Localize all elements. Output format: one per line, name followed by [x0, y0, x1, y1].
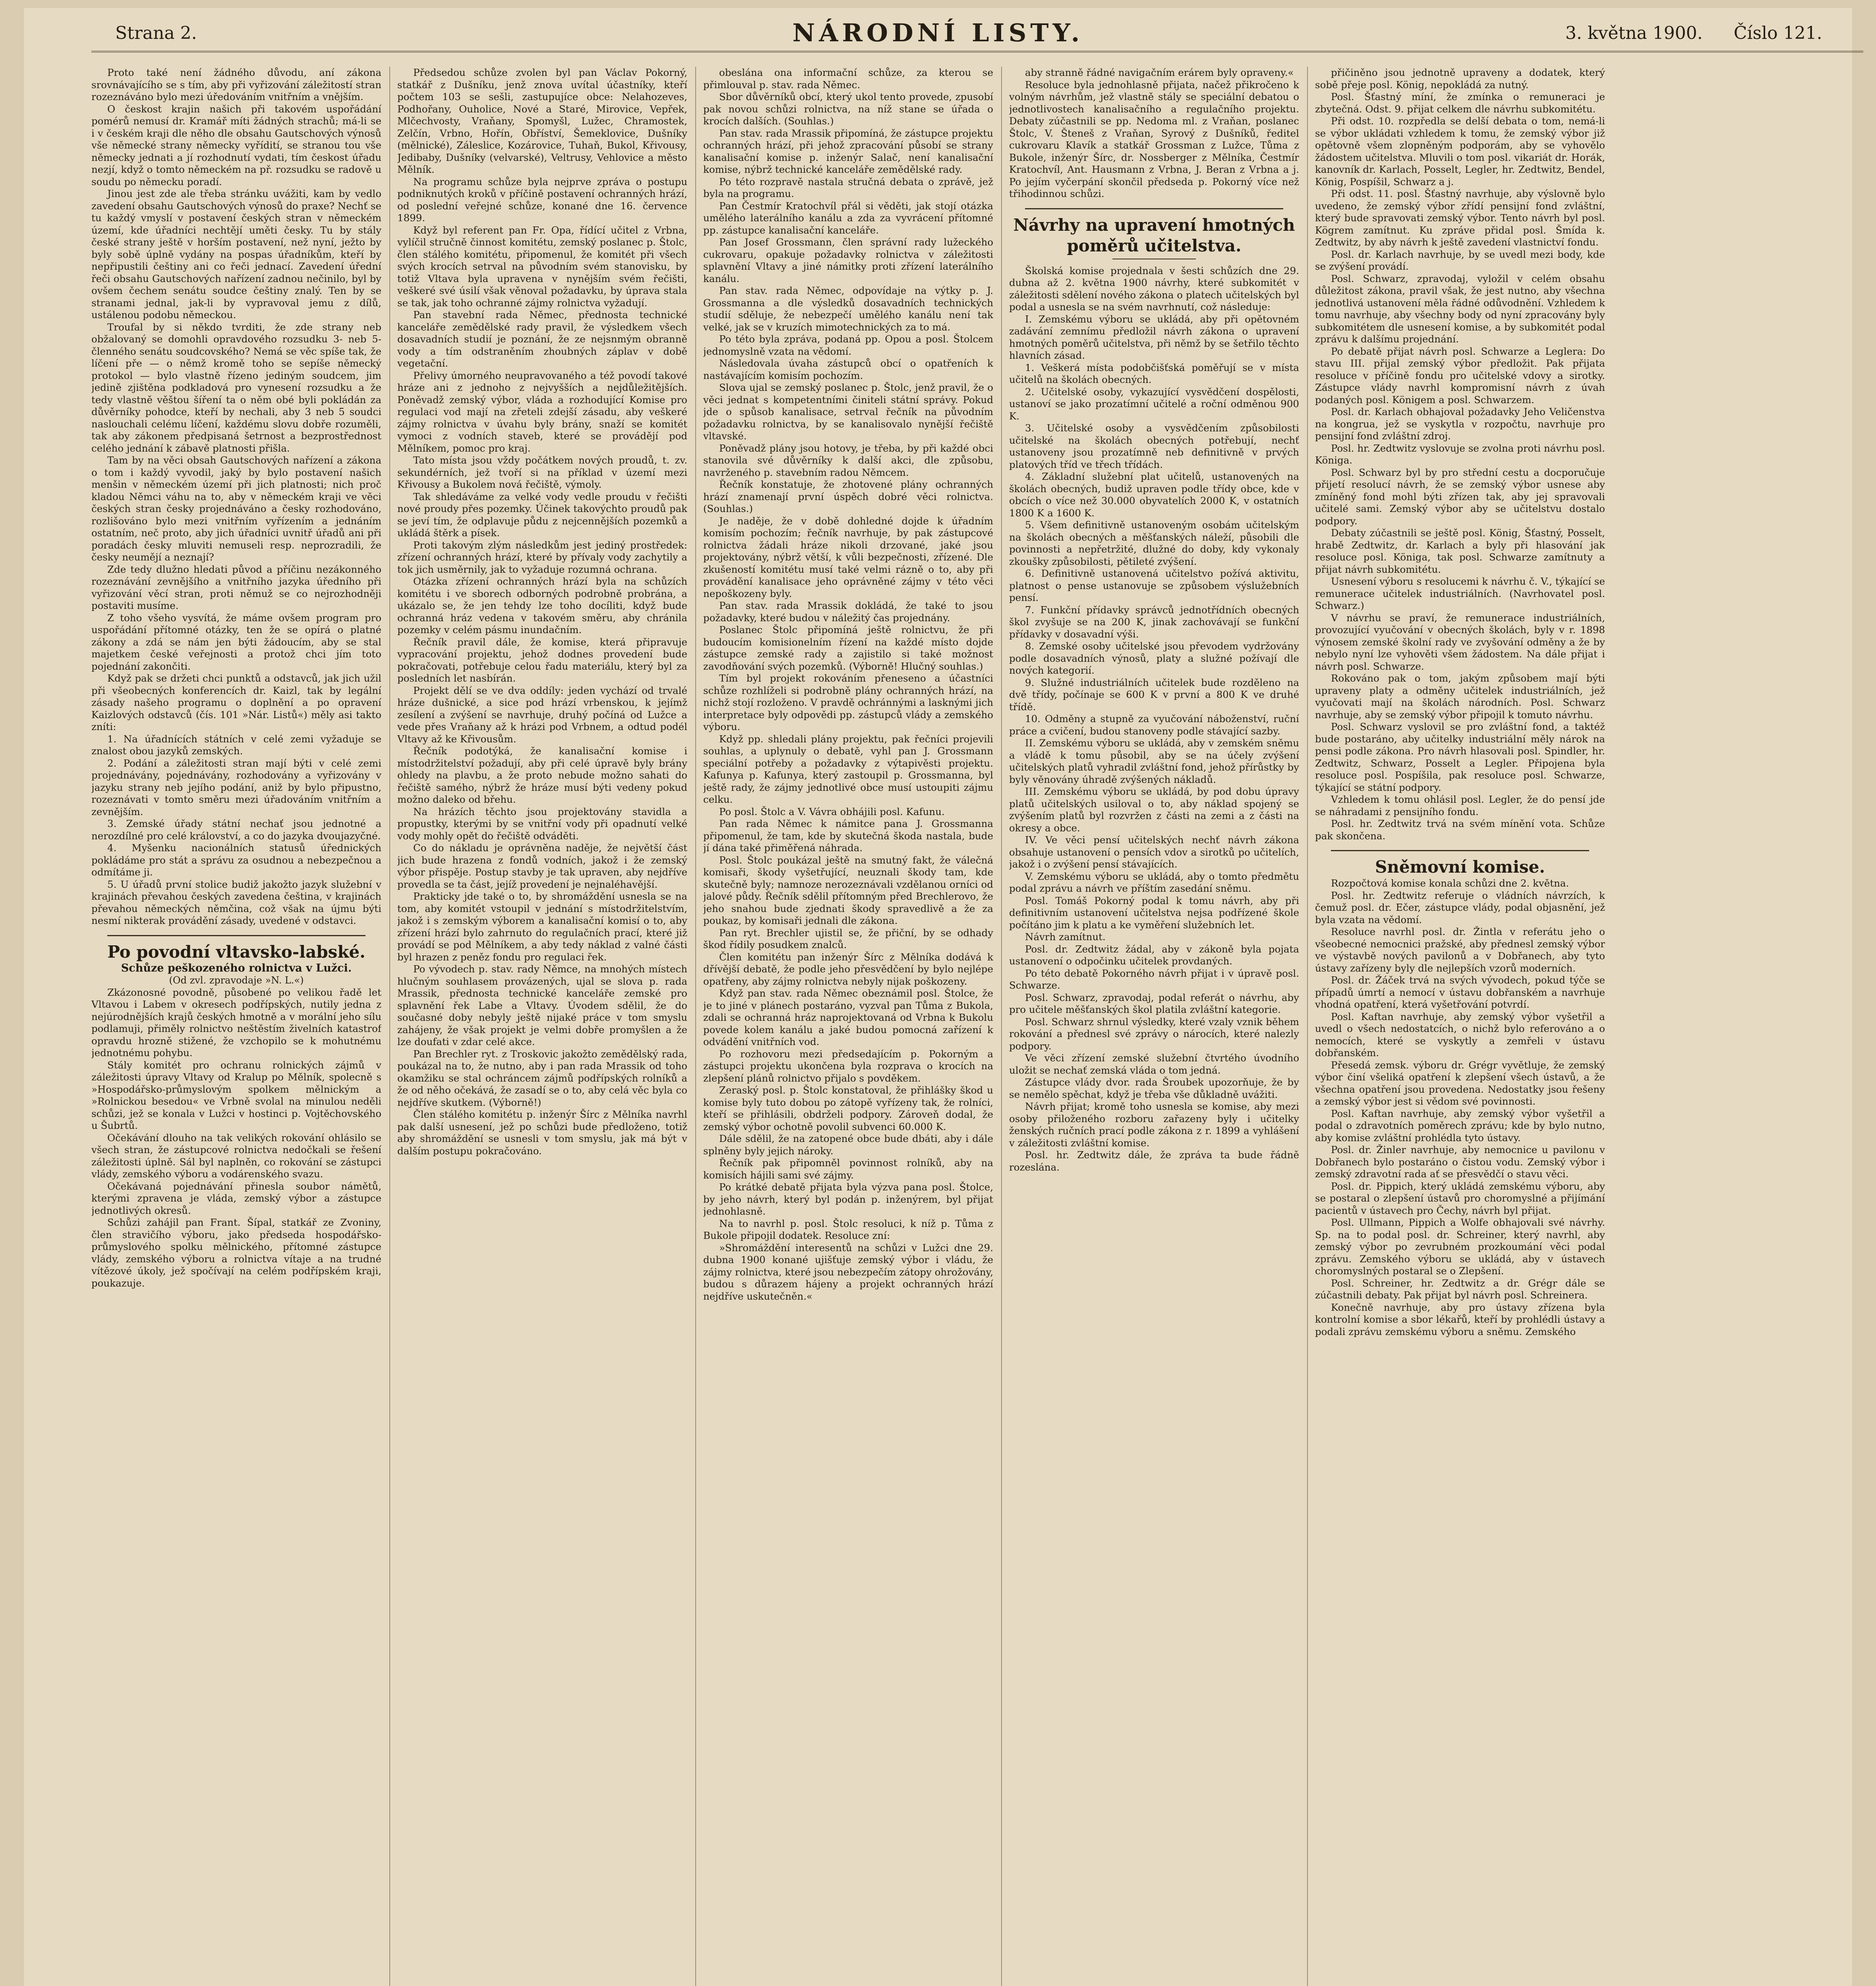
paragraph: Pan stav. rada Mrassik dokládá, že také to jsou požadavky, které budou v náležitý čas projednány. [703, 600, 993, 624]
paragraph: Člen komitétu pan inženýr Šírc z Mělníka dodává k dřívější debatě, že podle jeho přesvědčení by bylo nejlépe opatřeny, aby zájmy rolnictva nebyly nijak poškozeny. [703, 951, 993, 987]
paragraph: Posl. dr. Pippich, který ukládá zemskému výboru, aby se postaral o zlepšení ústavů pro choromyslné a přijímání pacientů v ústavech pro Čechy, návrh byl přijat. [1315, 1180, 1605, 1216]
paragraph: Školská komise projednala v šesti schůzích dne 29. dubna až 2. května 1900 návrhy, které subkomitét v záležitosti sdělení nového zákona o platech učitelských byl podal a usnesla se na svém navrhnutí, což následuje: [1009, 265, 1299, 313]
paragraph: Proti takovým zlým následkům jest jediný prostředek: zřízení ochranných hrází, které by přívaly vody zachytily a tok jich usměrnily, jak to vyžaduje rozumná ochrana. [397, 539, 687, 575]
paragraph: Projekt dělí se ve dva oddíly: jeden vychází od trvalé hráze dušnické, a sice pod hrází vrbenskou, k jejímž zesílení a zvýšení se navrhuje, druhý počíná od Lužce a vede přes Vraňany až k hrázi pod Vrbnem, a odtud podél Vltavy až ke Křivousům. [397, 684, 687, 745]
issue-date: 3. května 1900. [1565, 23, 1703, 43]
paragraph: Po této debatě Pokorného návrh přijat i v úpravě posl. Schwarze. [1009, 967, 1299, 991]
paragraph: Je naděje, že v době dohledné dojde k úřadním komisím pochozím; řečník navrhuje, by pak zástupcové rolnictva žádali hráze nikoli drzované, jaké jsou projektovány, nýbrž větší, k vůli bezpečnosti, zřízené. Dle zkušeností komitétu musí také velmi rázně o to, aby při provádění kanalisace jeho oprávněné zájmy v této věci nepoškozeny byly. [703, 515, 993, 599]
paragraph: Návrh přijat; kromě toho usnesla se komise, aby mezi osoby přiloženého rozboru zařazeny byly i učitelky ženských ručních prací podle zákona z r. 1899 a vyhlášení v záležitosti zvláštní komise. [1009, 1101, 1299, 1149]
column-rule [389, 67, 390, 1986]
paragraph: Posl. dr. Zedtwitz žádal, aby v zákoně byla pojata ustanovení o odpočinku učitelek provdaných. [1009, 943, 1299, 967]
paragraph: 5. U úřadů první stolice budiž jakožto jazyk služební v krajinách převahou českých zavedena čeština, v krajinách převahou německých němčina, což však na újmu býti nesmí nikterak provádění zásady, uvedené v odstavci. [91, 878, 381, 926]
paragraph: Posl. Ullmann, Pippich a Wolfe obhajovali své návrhy. Sp. na to podal posl. dr. Schreiner, který navrhl, aby zemský výbor po zevrubném prozkoumání věci podal zprávu. Zemského výboru se ukládá, aby v ústavech choromyslných postaral se o Zlepšení. [1315, 1217, 1605, 1277]
paragraph: Řečník pravil dále, že komise, která připravuje vypracování projektu, jehož dodnes provedení bude pokračovati, potřebuje celou řadu materiálu, který byl za posledních let nasbírán. [397, 636, 687, 684]
article-headline: Sněmovní komise. [1375, 857, 1545, 877]
column-3 [703, 67, 993, 1986]
paragraph: Posl. dr. Žáček trvá na svých vývodech, pokud týče se případů úmrtí a nemocí v ústavu dobřanském a navrhuje vhodná opatření, která vyšetřování potvrdí. [1315, 974, 1605, 1010]
paragraph: Když pan stav. rada Němec obeznámil posl. Štolce, že je to jiné v plánech postaráno, vyzval pan Tůma z Bukola, zdali se ochranná hráz naprojektovaná od Vrbna k Bukolu povede kolem kanálu a jaké budou pomocná zařízení k odvádění vnitřních vod. [703, 987, 993, 1047]
paragraph: Řečník konstatuje, že zhotovené plány ochranných hrází znamenají první úspěch dobré věci rolnictva. (Souhlas.) [703, 479, 993, 514]
paragraph: Slova ujal se zemský poslanec p. Štolc, jenž pravil, že o věci jednat s kompetentními činiteli státní správy. Pokud jde o spůsob kanalisace, setrval řečník na původním požadavku rolnictva, by se kanalisovalo nynější řečiště vltavské. [703, 382, 993, 442]
paragraph: Posl. Schwarz, zpravodaj, podal referát o návrhu, aby pro učitele měšťanských škol platila zvláštní kategorie. [1009, 991, 1299, 1015]
paragraph: Dále sdělil, že na zatopené obce bude dbáti, aby i dále splněny byly jejich nároky. [703, 1133, 993, 1157]
paragraph: V návrhu se praví, že remunerace industriálních, provozující vyučování v obecných školách, byly v r. 1898 výnosem zemské školní rady ve zvyšování odměny a že by nebylo nyní lze vyhověti všem žádostem. Na dále přijat i návrh posl. Schwarze. [1315, 612, 1605, 672]
paragraph: 10. Odměny a stupně za vyučování náboženství, ruční práce a cvičení, budou stanoveny podle stávající sazby. [1009, 713, 1299, 737]
paragraph: Otázka zřízení ochranných hrází byla na schůzích komitétu i ve sborech odborných podrobně probrána, a ukázalo se, že jen tehdy lze toho docíliti, když bude ochranná hráz vedena v takovém směru, aby chránila pozemky v celém pásmu inundačním. [397, 576, 687, 636]
paragraph: Pan Josef Grossmann, člen správní rady lužeckého cukrovaru, opakuje požadavky rolnictva v záležitosti splavnění Vltavy a jiné námitky proti zřízení laterálního kanálu. [703, 236, 993, 284]
paragraph: Člen stálého komitétu p. inženýr Šírc z Mělníka navrhl pak další usnesení, jež po schůzi bude předloženo, totiž aby shromáždění se usnesli v tom smyslu, jak má být v dalším postupu pokračováno. [397, 1109, 687, 1157]
paragraph: Posl. hr. Zedtwitz vyslovuje se zvolna proti návrhu posl. Königa. [1315, 442, 1605, 466]
paragraph: Zde tedy dlužno hledati původ a příčinu nezákonného rozeznávání zevnějšího a vnitřního jazyka úředního při vyřizování věcí stran, proti němuž se co nejrozhodněji postaviti musíme. [91, 563, 381, 611]
paragraph: Zeraský posl. p. Štolc konstatoval, že přihlášky škod u komise byly tuto dobou po zátopě vyřízeny tak, že rolníci, kteří se přihlásili, obdrželi podpory. Zároveň dodal, že zemský výbor ochotně povolil subvenci 60.000 K. [703, 1084, 993, 1132]
paragraph: Zkázonosné povodně, působené po velikou řadě let Vltavou i Labem v okresech podřípských, nutily jedna z nejúrodnějších krajů českých hmotně a v morální jeho sílu podlamuji, přiměly rolnictvo neštěstím živelních katastrof opravdu hrozně stižené, že vzchopilo se k mohutnému jednotnému pohybu. [91, 986, 381, 1059]
paragraph: V. Zemskému výboru se ukládá, aby o tomto předmětu podal zprávu a návrh ve příštím zasedání sněmu. [1009, 870, 1299, 894]
paragraph: Na programu schůze byla nejprve zpráva o postupu podniknutých kroků v příčině postavení ochranných hrází, od poslední veřejné schůze, konané dne 16. července 1899. [397, 176, 687, 224]
column-rule [695, 67, 696, 1986]
paragraph: Pan Čestmír Kratochvíl přál si věděti, jak stojí otázka umělého laterálního kanálu a zda za vyvrácení přítomné pp. zástupce kanalisační kanceláře. [703, 200, 993, 236]
paragraph: Tato místa jsou vždy počátkem nových proudů, t. zv. sekundérních, jež tvoří si na příklad v území mezi Křivousy a Bukolem nová řečiště, výmoly. [397, 454, 687, 490]
paragraph: Posl. dr. Karlach navrhuje, by se uvedl mezi body, kde se zvýšení provádí. [1315, 248, 1605, 272]
column-rule [1001, 67, 1002, 1986]
paragraph: 3. Učitelské osoby a vysvědčením způsobilosti učitelské na školách obecných potřebují, nechť ustanoveny jsou prozatímně neb definitivně v prvých platových tříd ve třech třídách. [1009, 422, 1299, 470]
paragraph: Resoluce byla jednohlasně přijata, načež přikročeno k volným návrhům, jež vlastně stály se speciální debatou o jednotlivostech kanalisačního a regulačního projektu. Debaty zúčastnili se pp. Nedoma ml. z Vraňan, poslanec Štolc, V. Šteneš z Vraňan, Syrový z Dušníků, ředitel cukrovaru Klavík a statkář Grossman z Lužce, Tůma z Bukole, inženýr Šírc, dr. Nossberger z Mělníka, Čestmír Kratochvíl, Ant. Hausmann z Vrbna, J. Beran z Vrbna a j. Po jejím vyčerpání skončil předseda p. Pokorný více než třihodinnou schůzi. [1009, 79, 1299, 199]
paragraph: obeslána ona informační schůze, za kterou se přimlouval p. stav. rada Němec. [703, 67, 993, 91]
paragraph: Posl. dr. Karlach obhajoval požadavky Jeho Veličenstva na kongrua, jež se vyskytla v rozpočtu, navrhuje pro pensijní fond zvláštní zdroj. [1315, 406, 1605, 442]
paragraph: Co do nákladu je oprávněna naděje, že největší část jich bude hrazena z fondů vodních, jakož i že zemský výbor přispěje. Postup stavby je tak upraven, aby nejdříve provedla se ta část, jejíž provedení je nejnaléhavější. [397, 842, 687, 890]
paragraph: Posl. hr. Zedtwitz referuje o vládních návrzích, k čemuž posl. dr. Ečer, zástupce vlády, podal objasnění, jež byla vzata na vědomí. [1315, 889, 1605, 925]
paragraph: Očekávaná pojednávání přinesla soubor námětů, kterými zpravena je vláda, zemský výbor a zástupce jednotlivých okresů. [91, 1180, 381, 1216]
column-5 [1315, 67, 1605, 1986]
section-divider [1025, 208, 1283, 209]
paragraph: Posl. Kaftan navrhuje, aby zemský výbor vyšetřil a uvedl o všech nedostatcích, o nichž bylo referováno a o nemocích, které se vyskytly a zemřeli v ústavu dobřanském. [1315, 1010, 1605, 1059]
paragraph: Posl. Kaftan navrhuje, aby zemský výbor vyšetřil a podal o zdravotních poměrech zprávu; kde by bylo nutno, aby komise zvláštní prohlédla tyto ústavy. [1315, 1107, 1605, 1144]
masthead [24, 8, 1852, 52]
article-subheadline: Schůze peškozeného rolnictva v Lužci. [121, 962, 352, 974]
paragraph: Když byl referent pan Fr. Opa, řídící učitel z Vrbna, vylíčil stručně činnost komitétu, zemský poslanec p. Štolc, člen stálého komitétu, připomenul, že komitét při všech svých krocích setrval na původním svém stanovisku, by totiž Vltava byla upravena v nynějším svém řečišti, veškeré své úsilí však věnoval požadavku, by úprava stala se tak, jak toho ochranné zájmy rolnictva vyžadují. [397, 224, 687, 309]
paragraph: I. Zemskému výboru se ukládá, aby při opětovném zadávání zemnímu předložil návrh zákona o upravení hmotných poměrů učitelstva, při němž by se šetřilo těchto hlavních zásad. [1009, 313, 1299, 361]
paragraph: Poslanec Štolc připomíná ještě rolnictvu, že při budoucím komisionelním řízení na každé místo dojde zástupce zemské rady a zajistilo si také možnost zavodňování svých pozemků. (Výborně! Hlučný souhlas.) [703, 624, 993, 672]
paragraph: 2. Podání a záležitosti stran mají býti v celé zemi projednávány, pojednávány, rozhodovány a vyřizovány v jazyku strany neb jejího podání, aniž by bylo připustno, rozeznávati v tomto směru mezi úřadováním vnitřním a zevnějším. [91, 757, 381, 817]
paragraph: 1. Na úřadnících státních v celé zemi vyžaduje se znalost obou jazyků zemských. [91, 733, 381, 757]
paragraph: Tam by na věci obsah Gautschových nařízení a zákona o tom i každý vyvodil, jaký by bylo postavení našich menšin v německém území při jich platnosti; nich proč kladou Němci váhu na to, aby v německém kraji ve věci českých stran česky projednáváno a česky rozhodováno, rozlišováno bylo mezi vnitřním vyřízením a jednáním ostatním, neč proto, aby jich úřadníci uvnitř úřadů ani při poradách česky mluviti nemuseli resp. neprozradili, že česky neumějí a neznají? [91, 454, 381, 563]
paragraph: Po posl. Štolc a V. Vávra obhájili posl. Kafunu. [719, 806, 945, 817]
paragraph: Po této byla zpráva, podaná pp. Opou a posl. Štolcem jednomyslně vzata na vědomí. [703, 333, 993, 357]
paragraph: Návrh zamítnut. [1025, 931, 1106, 943]
section-divider [1331, 850, 1589, 851]
paragraph: Očekávání dlouho na tak velikých rokování ohlásilo se všech stran, že zástupcové rolnictva nedočkali se řešení záležitosti úplně. Sál byl naplněn, co rokování se zástupci vlády, zemského výboru a vodárenského svazu. [91, 1132, 381, 1180]
paragraph: Po rozhovoru mezi předsedajícím p. Pokorným a zástupci projektu ukončena byla rozprava o krocích na zlepšení plánů rolnictvo přijalo s povděkem. [703, 1048, 993, 1084]
paragraph: Troufal by si někdo tvrditi, že zde strany neb obžalovaný se domohli opravdového rozsudku 3- neb 5-členného senátu soudcovského? Nemá se věc spíše tak, že líčení pře — o němž kromě toho se sepíše německý protokol — bylo vlastně řízeno jediným soudcem, jim jedině zjištěna podkladová pro vynesení rozsudku a že tedy vlastně věštou šíření ta o něm obé byli pokládán za důvěrníky pohodce, kteří by nechali, aby 3 neb 5 soudci naslouchali celému líčení, každému slovu dobře rozuměli, tak aby zákonem předpisaná šetrnost a bezprostřednost celého jednání k zábavě platnosti přišla. [91, 321, 381, 454]
paragraph: 9. Služné industriálních učitelek bude rozděleno na dvě třídy, počínaje se 600 K v první a 800 K ve druhé třídě. [1009, 676, 1299, 713]
paragraph: Řečník podotýká, že kanalisační komise i místodržitelství požadují, aby při celé úpravě byly brány ohledy na plavbu, a že proto nebude možno sahati do řečiště samého, nýbrž že hráze musí býti vedeny pokud možno daleko od břehu. [397, 745, 687, 805]
paragraph: Posl. dr. Žinler navrhuje, aby nemocnice u pavilonu v Dobřanech bylo postaráno o čistou vodu. Zemský výbor i zemský zdravotní rada ať se přesvědčí o stavu věci. [1315, 1144, 1605, 1180]
column-2 [397, 67, 687, 1986]
article-headline: Po povodní vltavsko-labské. [107, 942, 366, 962]
paragraph: »Shromáždění interesentů na schůzi v Lužci dne 29. dubna 1900 konané ujišťuje zemský výbor i vládu, že zájmy rolnictva, které jsou nebezpečím zátopy ohrožovány, budou s důrazem hájeny a projekt ochranných hrází nejdříve uskutečněn.« [703, 1242, 993, 1302]
issue-number: Číslo 121. [1733, 23, 1822, 43]
paragraph: Když pak se držeti chci punktů a odstavců, jak jich užil při všeobecných konferencích dr. Kaizl, tak by legální zásady našeho programu o doplnění a po opravení Kaizlových odstavců (čís. 101 »Nár. Listů«) měly asi takto zníti: [91, 672, 381, 732]
masthead-rule [91, 51, 1863, 52]
paragraph: Zástupce vlády dvor. rada Šroubek upozorňuje, že by se nemělo spěchat, když je třeba vše důkladně uvážiti. [1009, 1076, 1299, 1100]
newspaper-page [24, 8, 1852, 1986]
newspaper-title: NÁRODNÍ LISTY. [792, 18, 1084, 47]
paragraph: Přesedá zemsk. výboru dr. Grégr vyvětluje, že zemský výbor činí všeliká opatření k zlepšení všech ústavů, a že všechna opatření jsou provedena. Nedostatky jsou řešeny a zemský výbor jest si vědom své povinnosti. [1315, 1059, 1605, 1107]
paragraph: Po krátké debatě přijata byla výzva pana posl. Štolce, by jeho návrh, který byl podán p. inženýrem, byl přijat jednohlasně. [703, 1181, 993, 1217]
paragraph: Po debatě přijat návrh posl. Schwarze a Leglera: Do stavu III. přijal zemský výbor předložit. Pak přijata resoluce v příčině fondu pro učitelské vdovy a sirotky. Zástupce vlády navrhl kompromisní návrh z úvah podaných posl. Königem a posl. Schwarzem. [1315, 345, 1605, 406]
paragraph: III. Zemskému výboru se ukládá, by pod dobu úpravy platů učitelských usiloval o to, aby náklad spojený se zvýšením platů byl rozvržen z části na zemi a z části na okresy a obce. [1009, 786, 1299, 834]
paragraph: Na hrázích těchto jsou projektovány stavidla a propustky, kterými by se vnitřní vody při opadnutí velké vody mohly opět do řečiště odváděti. [397, 806, 687, 842]
paragraph: Posl. Schwarz vyslovil se pro zvláštní fond, a taktéž bude postaráno, aby učitelky industriální měly nárok na pensi podle zákona. Pro návrh hlasovali posl. Spindler, hr. Zedtwitz, Schwarz, Posselt a Legler. Připojena byla resoluce posl. Pospíšila, pak resoluce posl. Schwarze, týkající se státní podpory. [1315, 721, 1605, 793]
paragraph: Posl. hr. Zedtwitz dále, že zpráva ta bude řádně rozeslána. [1009, 1149, 1299, 1173]
paragraph: Posl. Šťastný míní, že zmínka o remuneraci je zbytečná. Odst. 9. přijat celkem dle návrhu subkomitétu. [1315, 91, 1605, 115]
paragraph: Přelivy úmorného neupravovaného a též povodí takové hráze ani z jednoho z nejvyšších a nejdůležitějších. Poněvadž zemský výbor, vláda a rozhodující Komise pro regulaci vod mají na zřeteli zdejší zásadu, aby veškeré zájmy rolnictva v úvahu byly brány, snaží se komitét vymoci z vodních staveb, které se provádějí pod Mělníkem, pomoc pro kraj. [397, 369, 687, 454]
paragraph: Na to navrhl p. posl. Štolc resoluci, k níž p. Tůma z Bukole připojil dodatek. Resoluce zní: [703, 1217, 993, 1241]
paragraph: Posl. Štolc poukázal ještě na smutný fakt, že válečná komisaři, škody vyšetřující, neuznali škody tam, kde skutečně byly; namnoze nerozeznávali vzdělanou orníci od jalové půdy. Řečník sdělil přítomným před Brechlerovo, že jeho snahou bude zjednati škody spravedlivě a že za poukaz, by komisaři jednali dle zákona. [703, 854, 993, 926]
paragraph: Poněvadž plány jsou hotovy, je třeba, by při každé obci stanovila své důvěrníky k další akci, dle způsobu, navrženého p. stavebním radou Němcem. [703, 442, 993, 478]
paragraph: Předsedou schůze zvolen byl pan Václav Pokorný, statkář z Dušníku, jenž znova uvítal účastníky, kteří počtem 103 se sešli, zastupujíce obce: Nelahozeves, Podhořany, Ouholice, Nové a Staré, Mirovice, Vepřek, Mlčechvosty, Vraňany, Spomyšl, Lužec, Chramostek, Zelčín, Vrbno, Hořín, Obříství, Šemeklovice, Dušníky (mělnické), Záleslice, Kozárovice, Tuhaň, Bukol, Křivousy, Jedibaby, Dušníky (velvarské), Veltrusy, Vehlovice a město Mělník. [397, 67, 687, 175]
paragraph: Posl. Schreiner, hr. Zedtwitz a dr. Grégr dále se zúčastnili debaty. Pak přijat byl návrh posl. Schreinera. [1315, 1277, 1605, 1301]
paragraph: Usnesení výboru s resolucemi k návrhu č. V., týkající se remunerace učitelek industriálních. (Navrhovatel posl. Schwarz.) [1315, 576, 1605, 611]
article-byline: (Od zvl. zpravodaje »N. L.«) [169, 975, 304, 986]
paragraph: 1. Veškerá místa podobčišťská poměřují se v místa učitelů na školách obecných. [1009, 361, 1299, 385]
paragraph: Resoluce navrhl posl. dr. Žintla v referátu jeho o všeobecné nemocnici pražské, aby přednesl zemský výbor ve výstavbě nových pavilonů a v Dobřanech, aby tyto ústavy zařízeny byly dle nejlepších vzorů moderních. [1315, 926, 1605, 974]
paragraph: Pan rada Němec k námitce pana J. Grossmanna připomenul, že tam, kde by skutečná škoda nastala, bude jí dána také přiměřená náhrada. [703, 818, 993, 854]
paragraph: Pan Brechler ryt. z Troskovic jakožto zemědělský rada, poukázal na to, že nutno, aby i pan rada Mrassik od toho okamžiku se stal ochráncem zájmů podřípských rolníků a že od něho očekává, že zasadí se o to, aby celá věc byla co nejdříve skutkem. (Výborně!) [397, 1048, 687, 1108]
column-1 [91, 67, 381, 1986]
paragraph: Konečně navrhuje, aby pro ústavy zřízena byla kontrolní komise a sbor lékařů, kteří by prohlédli ústavy a podali zprávu zemskému výboru a sněmu. Zemského [1315, 1301, 1605, 1337]
section-divider [107, 935, 366, 936]
paragraph: Z toho všeho vysvítá, že máme ovšem program pro uspořádání přítomné otázky, ten že se opírá o platné zákony a zdá se nám jen býti žádoucím, aby se stal majetkem české veřejnosti a protož chci jím toto pojednání zakončiti. [91, 612, 381, 672]
paragraph: Posl. Tomáš Pokorný podal k tomu návrh, aby při definitivním ustanovení učitelstva nejsa podřízené škole počítáno jim k platu a ke vyměření služebních let. [1009, 894, 1299, 931]
paragraph: Po vývodech p. stav. rady Němce, na mnohých místech hlučným souhlasem provázených, ujal se slova p. rada Mrassik, přednosta technické kanceláře zemské pro splavnění řek Labe a Vltavy. Úvodem sdělil, že do současné doby nebyly ještě nijaké práce v tom smyslu zahájeny, že však projekt je velmi dobře promyšlen a že lze doufati v zdar celé akce. [397, 963, 687, 1047]
page-number: Strana 2. [115, 23, 197, 43]
column-4 [1009, 67, 1299, 1986]
paragraph: Pan stav. rada Němec, odpovídaje na výtky p. J. Grossmanna a dle výsledků dosavadních technických studií sděluje, že nebezpečí umělého kanálu není tak velké, jak se v kruzích mimotechnických za to má. [703, 285, 993, 333]
paragraph: Ve věci zřízení zemské služební čtvrtého úvodního uložit se nechať zemská vláda o tom jedná. [1009, 1052, 1299, 1076]
paragraph: Schůzi zahájil pan Frant. Šípal, statkář ze Zvoniny, člen stravičího výboru, jako předseda hospodářsko-průmyslového spolku mělnického, přítomné zástupce vlády, zemského výboru a rolnictva vítaje a na trudné vítězové úkoly, jež spočívají na celém podřípském kraji, poukazuje. [91, 1217, 381, 1289]
paragraph: Proto také není žádného důvodu, aní zákona srovnávajícího se s tím, aby při vyřizování záležitostí stran rozeznáváno bylo mezi úředováním vnitřním a vnějším. [91, 67, 381, 102]
paragraph: Pan stav. rada Mrassik připomíná, že zástupce projektu ochranných hrází, při jehož zpracování působí se strany kanalisační komise p. inženýr Salač, není kanalisační komise, nýbrž technické kanceláře zemědělské rady. [703, 127, 993, 175]
paragraph: Rozpočtová komise konala schůzi dne 2. května. [1331, 877, 1569, 889]
paragraph: Rokováno pak o tom, jakým způsobem mají býti upraveny platy a odměny učitelek industriálních, jež vyučovati mají na školách národních. Posl. Schwarz navrhuje, aby se zemský výbor připojil k tomuto návrhu. [1315, 672, 1605, 721]
paragraph: Při odst. 10. rozpředla se delší debata o tom, nemá-li se výbor ukládati vzhledem k tomu, že zemský výbor již opětovně všem zlopněným podporám, aby se vyhovělo žádostem učitelstva. Mluvili o tom posl. vikariát dr. Horák, kanovník dr. Karlach, Posselt, Legler, hr. Zedtwitz, Bendel, König, Pospíšil, Schwarz a j. [1315, 115, 1605, 187]
paragraph: Následovala úvaha zástupců obcí o opatřeních k nastávajícím komisím pochozím. [703, 357, 993, 381]
paragraph: Jinou jest zde ale třeba stránku uvážiti, kam by vedlo zavedení obsahu Gautschových výnosů do praxe? Nechť se tu každý vmyslí v postavení českých stran v německém území, kde úřadníci nechtějí uměti česky. Tu by stály české strany ještě v horším postavení, než nyní, ježto by byly sobě úplně vydány na pospas úřadníkům, kteří by nepřipustili češtiny ani co řeči jednací. Zavedení úřední řeči obsahu Gautschových nařízení zadnou nečinilo, byl by ovšem čechem senátu soudce češtiny znalý. Ten by se stranami jednal, jak-li by vypravoval jemu z dílů, ustálenou podobu německou. [91, 188, 381, 321]
paragraph: aby stranně řádné navigačním erárem byly opraveny.« [1025, 67, 1294, 78]
paragraph: 4. Myšenku nacionálních statusů úřednických pokládáme pro stát a správu za osudnou a nebezpečnou a odmítáme ji. [91, 842, 381, 878]
issue-date-and-number [1565, 23, 1822, 43]
paragraph: Když pp. shledali plány projektu, pak řečníci projevili souhlas, a uplynuly o debatě, vyhl pan J. Grossmann speciální potřeby a požadavky z výtapivěsti projektu. Kafunya p. Kafunya, který zastoupil p. Grossmanna, byl ještě rady, že zájmy jednotlivé obce musí ustoupiti zájmu celku. [703, 733, 993, 805]
paragraph: Pan stavební rada Němec, přednosta technické kanceláře zemědělské rady pravil, že výsledkem všech dosavadních studií je poznání, že ze nejsnmým obranně vody a tím odstraněním zhoubných záplav v době vegetační. [397, 309, 687, 369]
paragraph: Posl. hr. Zedtwitz trvá na svém mínění vota. Schůze pak skončena. [1315, 818, 1605, 842]
paragraph: Tím byl projekt rokováním přeneseno a účastníci schůze rozhlíželi si podrobně plány ochranných hrází, na nichž stojí rozloženo. V pravdě ochránnými a lasknými jich interpretace byly odpovědi pp. zástupců vlády a zemského výboru. [703, 672, 993, 732]
paragraph: O českost krajin našich při takovém uspořádání pomérů nemusí dr. Kramář míti žádných strachů; má-li se i v českém kraji dle něho dle obsahu Gautschových výnosů vše německé strany německy vyřídití, se stranou tou vše německy jednati a jí rozhodnutí vydati, tím českost úřadu nezjí, když o tomto německém na př. rozsudku se radově u soudu po německu poradí. [91, 103, 381, 187]
paragraph: Vzhledem k tomu ohlásil posl. Legler, že do pensí jde se náhradami z pensijního fondu. [1315, 794, 1605, 817]
paragraph: Posl. Schwarz, zpravodaj, vyložil v celém obsahu důležitost zákona, pravil však, že jest nutno, aby všechna jednotlivá ustanovení měla řádné odůvodnění. Vzhledem k tomu navrhuje, aby všechny body od nyní zpracovány byly subkomitétem dle usnesení komise, a by subkomitét podal zprávu k dalšímu projednání. [1315, 272, 1605, 345]
paragraph: 2. Učitelské osoby, vykazující vysvědčení dospělosti, ustanoví se jako prozatímní učitelé a roční odměnou 900 K. [1009, 386, 1299, 422]
paragraph: IV. Ve věci pensí učitelských nechť návrh zákona obsahuje ustanovení o pensích vdov a sirotků po učitelích, jakož i o zvýšení pensí stávajících. [1009, 834, 1299, 870]
article-headline: Návrhy na upravení hmotných poměrů učitelstva. [1013, 215, 1295, 255]
paragraph: Řečník pak připomněl povinnost rolníků, aby na komisích hájili sami své zájmy. [703, 1157, 993, 1181]
paragraph: 7. Funkční přídavky správců jednotřídních obecných škol zvyšuje se na 200 K, jinak zachovávají se funkční přídavky v dosavadní výši. [1009, 604, 1299, 640]
paragraph: 5. Všem definitivně ustanoveným osobám učitelským na školách obecných a měšťanských náleží, působili dle povinnosti a nepřetržité, dlužné do doby, kdy vykonaly zkoušky způsobilosti, pětileté zvýšení. [1009, 519, 1299, 567]
paragraph: Po této rozpravě nastala stručná debata o zprávě, jež byla na programu. [703, 176, 993, 199]
paragraph: Pan ryt. Brechler ujistil se, že přiční, by se odhady škod řídily posudkem znalců. [703, 927, 993, 950]
paragraph: Stály komitét pro ochranu rolnických zájmů v záležitosti úpravy Vltavy od Kralup po Mělník, spolecně s »Hospodářsko-průmyslovým spolkem mělnickým a »Rolnickou besedou« ve Vrbně svolal na minulou neděli schůzi, jež se konala v Lužci v hostinci p. Vojtěchovského u Šubrtů. [91, 1059, 381, 1131]
paragraph: Debaty zúčastnili se ještě posl. König, Šťastný, Posselt, hrabě Zedtwitz, dr. Karlach a byly při hlasování jak resoluce posl. Königa, tak posl. Schwarze zamítnuty a přijat návrh subkomitétu. [1315, 527, 1605, 575]
paragraph: 3. Zemské úřady státní nechať jsou jednotné a nerozdílné pro celé království, a co do jazyka dvoujazyčné. [91, 818, 381, 842]
paragraph: Posl. Schwarz byl by pro střední cestu a docporučuje přijetí resolucí návrh, že se zemský výbor usnese aby zmíněný fond mohl býti zřízen tak, aby jej spravovali učitelé sami. Zemský výbor aby se učitelstvu dostalo podpory. [1315, 466, 1605, 527]
paragraph: Posl. Schwarz shrnul výsledky, které vzaly vznik během rokování a přednesl své zprávy o nárocích, které nalezly podpory. [1009, 1016, 1299, 1052]
paragraph: přičiněno jsou jednotně upraveny a dodatek, který sobě přeje posl. König, nepokládá za nutný. [1315, 67, 1605, 91]
paragraph: Sbor důvěrníků obcí, který ukol tento provede, zpusobí pak novou schůzi rolnictva, na níž stane se úřada o krocích dalších. (Souhlas.) [703, 91, 993, 127]
paragraph: Při odst. 11. posl. Šťastný navrhuje, aby výslovně bylo uvedeno, že zemský výbor zřídí pensijní fond zvláštní, který bude spravovati zemský výbor. Tento návrh byl posl. Kögrem zamítnut. Ku zpráve přidal posl. Šmída k. Zedtwitz, by aby návrh k ještě zavedení vlastnictví fondu. [1315, 188, 1605, 248]
paragraph: Tak shledáváme za velké vody vedle proudu v řečišti nové proudy přes pozemky. Účinek takovýchto proudů pak se jeví tím, že odplavuje půdu z nejcennějších pozemků a ukládá štěrk a písek. [397, 491, 687, 539]
paragraph: Prakticky jde také o to, by shromáždění usnesla se na tom, aby komitét vstoupil v jednání s místodržitelstvím, jakož i s zemským výborem a kanalisační komisí o to, aby zřízení hrází bylo zahrnuto do regulačních prací, které již provádí se pod Mělníkem, a aby tedy náklad z valné části byl hrazen z peněz fondu pro regulaci řek. [397, 891, 687, 963]
paragraph: 8. Zemské osoby učitelské jsou převodem vydržovány podle dosavadních výnosů, platy a služné požívají dle nových kategorií. [1009, 640, 1299, 676]
column-rule [1307, 67, 1308, 1986]
paragraph: 6. Definitivně ustanovená učitelstvo požívá aktivitu, platnost o pense ustanovuje se způsobem výslužebních pensí. [1009, 568, 1299, 603]
paragraph: 4. Základní služební plat učitelů, ustanovených na školách obecných, budiž upraven podle třídy obce, kde v obcích o více než 30.000 obyvatelích 2000 K, v ostatních 1800 K a 1600 K. [1009, 471, 1299, 519]
paragraph: II. Zemskému výboru se ukládá, aby v zemském sněmu a vládě k tomu působil, aby se na účely zvýšení učitelských platů vyhradil zvláštní fond, jehož přírůstky by byly věnovány úhradě zvýšených nákladů. [1009, 737, 1299, 785]
